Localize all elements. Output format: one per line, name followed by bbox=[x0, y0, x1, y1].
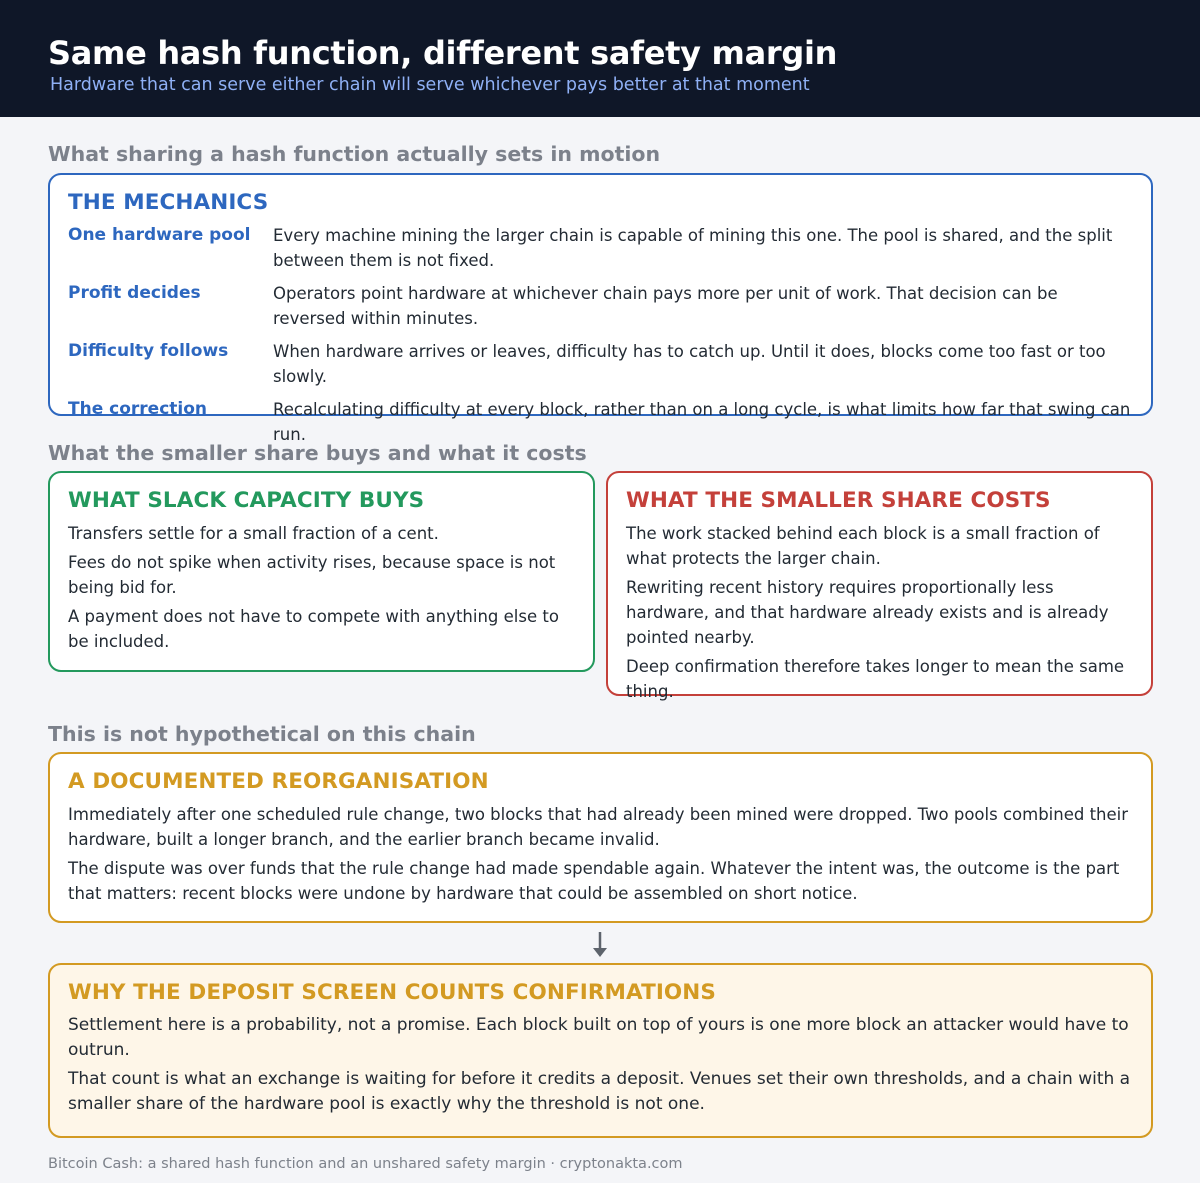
smaller-share-title: WHAT THE SMALLER SHARE COSTS bbox=[626, 488, 1051, 513]
footer-credit: Bitcoin Cash: a shared hash function and an unshared safety margin · cryptonakta.com bbox=[48, 1156, 683, 1172]
mechanics-term: One hardware pool bbox=[68, 225, 251, 245]
smaller-share-item: Rewriting recent history requires proportionally less hardware, and that hardware already exists and is already pointed nearby. bbox=[626, 578, 1109, 647]
header-banner bbox=[0, 0, 1200, 117]
smaller-share-item: The work stacked behind each block is a small fraction of what protects the larger chain. bbox=[626, 524, 1100, 568]
smaller-share-item: Deep confirmation therefore takes longer to mean the same thing. bbox=[626, 657, 1125, 701]
mechanics-desc: When hardware arrives or leaves, difficulty has to catch up. Until it does, blocks come too fast or too slowly. bbox=[273, 342, 1106, 386]
slack-capacity-item: A payment does not have to compete with anything else to be included. bbox=[68, 607, 559, 651]
page-subtitle: Hardware that can serve either chain will serve whichever pays better at that moment bbox=[50, 75, 810, 95]
mechanics-card bbox=[48, 173, 1153, 444]
reorganisation-paragraph: Immediately after one scheduled rule change, two blocks that had already been mined were dropped. Two pools combined their hardware, built a longer branch, and the earlier branch became invalid. bbox=[68, 805, 1129, 849]
slack-capacity-card bbox=[48, 471, 595, 672]
mechanics-term: The correction bbox=[68, 399, 208, 419]
reorganisation-card bbox=[48, 752, 1153, 923]
arrow-down-icon bbox=[591, 931, 609, 959]
mechanics-term: Profit decides bbox=[68, 283, 201, 303]
mechanics-row bbox=[68, 339, 1133, 389]
mechanics-desc: Recalculating difficulty at every block, rather than on a long cycle, is what limits how far that swing can run. bbox=[273, 400, 1131, 444]
confirmations-paragraph: That count is what an exchange is waiting for before it credits a deposit. Venues set their own thresholds, and a chain with a smaller share of the hardware pool is exactly why the threshold is not one. bbox=[68, 1069, 1131, 1114]
page-title: Same hash function, different safety margin bbox=[48, 34, 838, 72]
reorganisation-paragraph: The dispute was over funds that the rule change had made spendable again. Whatever the intent was, the outcome is the part that matters: recent blocks were undone by hardware that could be assembled on short notice. bbox=[68, 859, 1120, 903]
slack-capacity-item: Transfers settle for a small fraction of a cent. bbox=[68, 524, 439, 543]
confirmations-title: WHY THE DEPOSIT SCREEN COUNTS CONFIRMATIONS bbox=[68, 980, 716, 1005]
section-heading-history: This is not hypothetical on this chain bbox=[48, 722, 476, 746]
smaller-share-card bbox=[606, 471, 1153, 701]
mechanics-row bbox=[68, 281, 1133, 331]
slack-capacity-title: WHAT SLACK CAPACITY BUYS bbox=[68, 488, 425, 513]
section-heading-mechanics: What sharing a hash function actually sets in motion bbox=[48, 142, 661, 166]
mechanics-desc: Every machine mining the larger chain is capable of mining this one. The pool is shared, and the split between them is not fixed. bbox=[273, 226, 1113, 270]
mechanics-desc: Operators point hardware at whichever chain pays more per unit of work. That decision can be reversed within minutes. bbox=[273, 284, 1058, 328]
mechanics-term: Difficulty follows bbox=[68, 341, 229, 361]
section-heading-share: What the smaller share buys and what it costs bbox=[48, 441, 587, 465]
mechanics-row bbox=[68, 223, 1133, 273]
confirmations-card bbox=[48, 963, 1153, 1138]
confirmations-paragraph: Settlement here is a probability, not a promise. Each block built on top of yours is one more block an attacker would have to outrun. bbox=[68, 1015, 1129, 1060]
mechanics-title: THE MECHANICS bbox=[68, 190, 269, 215]
reorganisation-title: A DOCUMENTED REORGANISATION bbox=[68, 769, 489, 794]
slack-capacity-item: Fees do not spike when activity rises, because space is not being bid for. bbox=[68, 553, 556, 597]
